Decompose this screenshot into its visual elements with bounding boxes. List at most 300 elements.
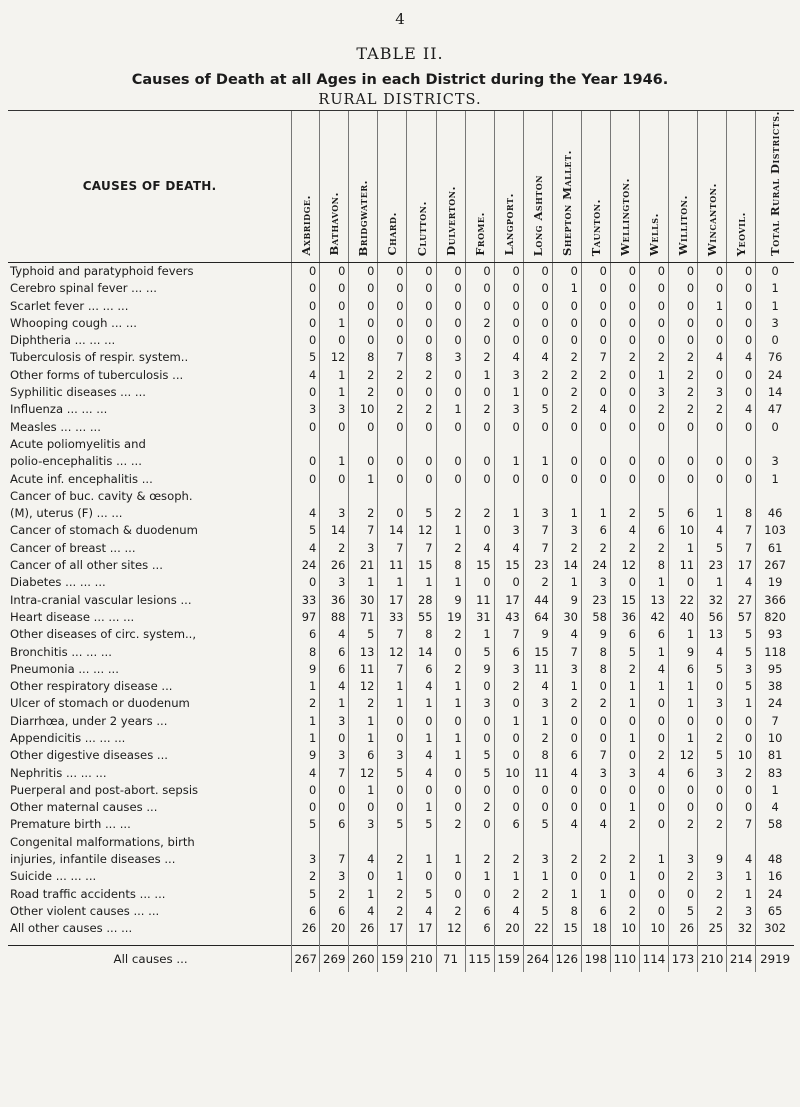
count-cell: 1 xyxy=(436,747,465,764)
count-cell xyxy=(320,436,349,453)
count-cell: 1 xyxy=(349,886,378,903)
count-cell: 4 xyxy=(552,816,581,833)
count-cell: 3 xyxy=(581,764,610,781)
district-name: Axbridge. xyxy=(298,195,313,256)
count-cell: 8 xyxy=(292,643,320,660)
count-cell: 23 xyxy=(581,591,610,608)
table-row xyxy=(8,557,794,574)
count-cell: 7 xyxy=(320,764,349,781)
district-name: Long Ashton xyxy=(530,174,545,256)
count-cell: 0 xyxy=(349,332,378,349)
count-cell: 11 xyxy=(378,557,407,574)
count-cell: 12 xyxy=(610,557,639,574)
count-cell: 0 xyxy=(465,262,494,280)
count-cell: 0 xyxy=(494,695,523,712)
count-cell: 1 xyxy=(349,574,378,591)
count-cell: 2 xyxy=(320,886,349,903)
count-cell: 0 xyxy=(581,419,610,436)
district-name: Bathavon. xyxy=(327,192,342,256)
count-cell: 0 xyxy=(494,262,523,280)
count-cell: 5 xyxy=(378,764,407,781)
count-cell: 1 xyxy=(581,505,610,522)
table-row xyxy=(8,609,794,626)
count-cell: 4 xyxy=(320,678,349,695)
header-row xyxy=(8,111,794,263)
count-cell: 0 xyxy=(378,799,407,816)
cause-name: Other forms of tuberculosis ... xyxy=(10,367,184,382)
table-row xyxy=(8,920,794,937)
total-cell: 4 xyxy=(756,799,794,816)
count-cell: 8 xyxy=(407,626,436,643)
count-cell: 26 xyxy=(669,920,698,937)
count-cell: 2 xyxy=(639,349,668,366)
count-cell: 4 xyxy=(320,626,349,643)
count-cell: 6 xyxy=(669,661,698,678)
count-cell: 3 xyxy=(494,367,523,384)
count-cell: 14 xyxy=(320,522,349,539)
count-cell: 0 xyxy=(727,315,756,332)
count-cell: 1 xyxy=(436,730,465,747)
count-cell: 3 xyxy=(320,505,349,522)
count-cell xyxy=(349,488,378,505)
count-cell: 0 xyxy=(727,384,756,401)
count-cell: 4 xyxy=(523,349,552,366)
count-cell: 2 xyxy=(349,695,378,712)
count-cell: 2 xyxy=(552,851,581,868)
count-cell: 1 xyxy=(610,730,639,747)
table-row xyxy=(8,695,794,712)
district-name: Langport. xyxy=(501,193,516,256)
cause-name: Road traffic accidents ... ... xyxy=(10,886,166,901)
count-cell: 0 xyxy=(523,280,552,297)
count-cell: 6 xyxy=(320,816,349,833)
count-cell: 1 xyxy=(349,713,378,730)
count-cell: 8 xyxy=(407,349,436,366)
count-cell: 0 xyxy=(292,315,320,332)
count-cell: 8 xyxy=(552,903,581,920)
count-cell: 0 xyxy=(727,297,756,314)
count-cell: 0 xyxy=(320,332,349,349)
count-cell: 5 xyxy=(407,816,436,833)
count-cell: 4 xyxy=(494,903,523,920)
table-row xyxy=(8,367,794,384)
count-cell: 0 xyxy=(436,799,465,816)
count-cell: 7 xyxy=(727,540,756,557)
total-cell: 61 xyxy=(756,540,794,557)
table-row xyxy=(8,886,794,903)
count-cell: 7 xyxy=(581,747,610,764)
count-cell: 2 xyxy=(698,816,727,833)
count-cell: 0 xyxy=(494,730,523,747)
count-cell: 0 xyxy=(378,315,407,332)
cause-name: Typhoid and paratyphoid fevers xyxy=(10,263,194,278)
count-cell: 0 xyxy=(698,678,727,695)
count-cell: 0 xyxy=(436,868,465,885)
count-cell xyxy=(523,436,552,453)
cause-name: Cancer of breast ... ... xyxy=(10,540,136,555)
count-cell: 3 xyxy=(320,574,349,591)
count-cell: 1 xyxy=(494,384,523,401)
count-cell: 2 xyxy=(610,661,639,678)
count-cell: 0 xyxy=(465,574,494,591)
count-cell: 7 xyxy=(727,816,756,833)
count-cell: 1 xyxy=(552,574,581,591)
count-cell: 2 xyxy=(552,349,581,366)
count-cell: 1 xyxy=(669,678,698,695)
count-cell: 0 xyxy=(610,332,639,349)
count-cell: 40 xyxy=(669,609,698,626)
count-cell xyxy=(610,488,639,505)
count-cell: 12 xyxy=(669,747,698,764)
table-row xyxy=(8,816,794,833)
district-header xyxy=(727,111,756,263)
count-cell: 0 xyxy=(639,419,668,436)
count-cell: 0 xyxy=(552,419,581,436)
count-cell: 2 xyxy=(436,903,465,920)
count-cell: 7 xyxy=(494,626,523,643)
total-cell: 83 xyxy=(756,764,794,781)
district-name: Taunton. xyxy=(588,198,603,256)
causes-header: CAUSES OF DEATH. xyxy=(8,111,292,263)
count-cell: 1 xyxy=(378,574,407,591)
count-cell: 9 xyxy=(523,626,552,643)
total-cell: 366 xyxy=(756,591,794,608)
count-cell: 0 xyxy=(552,453,581,470)
all-causes-row xyxy=(8,946,794,973)
count-cell: 0 xyxy=(494,574,523,591)
total-cell: 65 xyxy=(756,903,794,920)
cause-name: Congenital malformations, birth xyxy=(10,834,195,849)
all-causes-cell: 159 xyxy=(378,946,407,973)
count-cell: 26 xyxy=(320,557,349,574)
count-cell: 4 xyxy=(523,678,552,695)
count-cell: 0 xyxy=(465,470,494,487)
count-cell: 0 xyxy=(436,713,465,730)
count-cell: 20 xyxy=(494,920,523,937)
all-causes-cell: 115 xyxy=(465,946,494,973)
count-cell: 6 xyxy=(349,747,378,764)
count-cell: 7 xyxy=(581,349,610,366)
district-header xyxy=(698,111,727,263)
count-cell: 9 xyxy=(292,661,320,678)
count-cell: 2 xyxy=(292,868,320,885)
count-cell: 0 xyxy=(494,782,523,799)
all-causes-cell: 173 xyxy=(669,946,698,973)
count-cell: 0 xyxy=(698,470,727,487)
count-cell: 1 xyxy=(639,574,668,591)
cause-name: Puerperal and post-abort. sepsis xyxy=(10,782,199,797)
count-cell: 13 xyxy=(349,643,378,660)
count-cell: 71 xyxy=(349,609,378,626)
count-cell: 0 xyxy=(727,262,756,280)
count-cell: 0 xyxy=(552,799,581,816)
count-cell: 5 xyxy=(292,886,320,903)
count-cell: 4 xyxy=(698,643,727,660)
count-cell: 1 xyxy=(727,868,756,885)
count-cell: 6 xyxy=(320,643,349,660)
count-cell: 4 xyxy=(494,540,523,557)
count-cell xyxy=(639,436,668,453)
count-cell: 0 xyxy=(581,470,610,487)
district-header xyxy=(378,111,407,263)
count-cell: 0 xyxy=(698,713,727,730)
count-cell: 0 xyxy=(523,470,552,487)
count-cell: 2 xyxy=(610,349,639,366)
cause-name: Nephritis ... ... ... xyxy=(10,765,107,780)
count-cell: 0 xyxy=(669,886,698,903)
count-cell: 4 xyxy=(727,401,756,418)
count-cell: 2 xyxy=(407,367,436,384)
count-cell: 4 xyxy=(727,574,756,591)
table-row xyxy=(8,419,794,436)
district-name: Williton. xyxy=(676,195,691,256)
count-cell: 0 xyxy=(581,730,610,747)
count-cell: 0 xyxy=(407,470,436,487)
count-cell: 0 xyxy=(581,384,610,401)
count-cell: 0 xyxy=(552,868,581,885)
count-cell: 1 xyxy=(639,678,668,695)
count-cell xyxy=(436,436,465,453)
count-cell: 2 xyxy=(465,505,494,522)
count-cell: 0 xyxy=(320,799,349,816)
count-cell: 1 xyxy=(669,626,698,643)
count-cell xyxy=(698,488,727,505)
count-cell: 0 xyxy=(581,868,610,885)
count-cell xyxy=(610,436,639,453)
grand-total-cell: 2919 xyxy=(756,946,794,973)
count-cell: 5 xyxy=(292,816,320,833)
count-cell xyxy=(378,834,407,851)
count-cell: 9 xyxy=(465,661,494,678)
all-causes-cell: 264 xyxy=(523,946,552,973)
count-cell: 0 xyxy=(727,799,756,816)
count-cell: 14 xyxy=(407,643,436,660)
count-cell: 0 xyxy=(610,470,639,487)
count-cell: 0 xyxy=(727,470,756,487)
count-cell: 0 xyxy=(581,280,610,297)
table-row xyxy=(8,384,794,401)
count-cell: 3 xyxy=(581,574,610,591)
count-cell: 0 xyxy=(610,886,639,903)
total-cell: 820 xyxy=(756,609,794,626)
count-cell: 4 xyxy=(407,747,436,764)
count-cell: 5 xyxy=(349,626,378,643)
count-cell: 0 xyxy=(349,280,378,297)
table-row xyxy=(8,540,794,557)
district-header xyxy=(349,111,378,263)
count-cell: 0 xyxy=(378,713,407,730)
count-cell: 5 xyxy=(639,505,668,522)
count-cell xyxy=(292,436,320,453)
total-cell: 118 xyxy=(756,643,794,660)
count-cell: 0 xyxy=(610,713,639,730)
cause-name: Pneumonia ... ... ... xyxy=(10,661,119,676)
count-cell: 12 xyxy=(320,349,349,366)
count-cell: 0 xyxy=(292,453,320,470)
count-cell: 0 xyxy=(320,419,349,436)
count-cell: 12 xyxy=(407,522,436,539)
count-cell: 0 xyxy=(436,453,465,470)
count-cell: 1 xyxy=(436,678,465,695)
count-cell: 0 xyxy=(669,315,698,332)
count-cell: 2 xyxy=(581,540,610,557)
total-cell: 0 xyxy=(756,262,794,280)
count-cell: 0 xyxy=(407,315,436,332)
count-cell: 0 xyxy=(669,419,698,436)
count-cell: 2 xyxy=(610,505,639,522)
total-cell: 103 xyxy=(756,522,794,539)
count-cell: 2 xyxy=(436,816,465,833)
count-cell: 5 xyxy=(465,764,494,781)
count-cell: 0 xyxy=(523,332,552,349)
count-cell: 2 xyxy=(378,886,407,903)
count-cell: 0 xyxy=(320,730,349,747)
count-cell: 0 xyxy=(320,297,349,314)
count-cell: 4 xyxy=(639,764,668,781)
table-row xyxy=(8,297,794,314)
count-cell: 0 xyxy=(639,695,668,712)
all-causes-cell: 198 xyxy=(581,946,610,973)
count-cell: 5 xyxy=(465,643,494,660)
district-name: Wellington. xyxy=(617,177,632,256)
count-cell: 3 xyxy=(320,401,349,418)
count-cell: 2 xyxy=(698,730,727,747)
count-cell: 0 xyxy=(292,384,320,401)
count-cell: 6 xyxy=(494,816,523,833)
table-row xyxy=(8,764,794,781)
count-cell: 0 xyxy=(436,280,465,297)
cause-name: Whooping cough ... ... xyxy=(10,315,137,330)
count-cell: 3 xyxy=(378,747,407,764)
count-cell xyxy=(436,488,465,505)
count-cell xyxy=(465,834,494,851)
count-cell: 22 xyxy=(669,591,698,608)
cause-name: Cancer of stomach & duodenum xyxy=(10,523,198,538)
count-cell: 1 xyxy=(378,868,407,885)
cause-name: Scarlet fever ... ... ... xyxy=(10,298,129,313)
count-cell: 5 xyxy=(610,643,639,660)
count-cell: 3 xyxy=(494,522,523,539)
page-number: 4 xyxy=(395,10,405,28)
cause-name: Measles ... ... ... xyxy=(10,419,101,434)
count-cell: 7 xyxy=(378,626,407,643)
district-name: Shepton Mallet. xyxy=(559,149,574,256)
count-cell: 2 xyxy=(669,401,698,418)
count-cell: 0 xyxy=(349,262,378,280)
count-cell: 0 xyxy=(436,384,465,401)
count-cell: 64 xyxy=(523,609,552,626)
total-cell: 48 xyxy=(756,851,794,868)
total-cell: 1 xyxy=(756,297,794,314)
count-cell: 3 xyxy=(698,764,727,781)
table-row xyxy=(8,851,794,868)
count-cell: 0 xyxy=(292,799,320,816)
count-cell: 1 xyxy=(436,851,465,868)
count-cell: 4 xyxy=(581,401,610,418)
count-cell: 1 xyxy=(727,886,756,903)
count-cell: 6 xyxy=(292,903,320,920)
count-cell: 0 xyxy=(378,332,407,349)
total-cell: 1 xyxy=(756,782,794,799)
count-cell: 15 xyxy=(552,920,581,937)
district-header xyxy=(436,111,465,263)
count-cell: 0 xyxy=(639,332,668,349)
count-cell: 0 xyxy=(581,713,610,730)
count-cell: 28 xyxy=(407,591,436,608)
count-cell: 0 xyxy=(523,384,552,401)
count-cell: 0 xyxy=(727,713,756,730)
count-cell: 0 xyxy=(698,332,727,349)
count-cell: 36 xyxy=(610,609,639,626)
count-cell: 17 xyxy=(378,920,407,937)
count-cell: 0 xyxy=(378,470,407,487)
count-cell: 1 xyxy=(727,695,756,712)
count-cell: 2 xyxy=(349,367,378,384)
count-cell: 0 xyxy=(639,280,668,297)
total-cell: 0 xyxy=(756,332,794,349)
count-cell: 1 xyxy=(669,730,698,747)
count-cell: 2 xyxy=(727,764,756,781)
count-cell: 2 xyxy=(465,401,494,418)
table-row xyxy=(8,730,794,747)
all-causes-cell: 126 xyxy=(552,946,581,973)
count-cell xyxy=(320,488,349,505)
count-cell: 0 xyxy=(727,332,756,349)
count-cell: 1 xyxy=(669,540,698,557)
count-cell: 0 xyxy=(494,297,523,314)
count-cell: 11 xyxy=(523,661,552,678)
count-cell: 6 xyxy=(581,903,610,920)
count-cell: 0 xyxy=(610,367,639,384)
table-row xyxy=(8,643,794,660)
total-cell: 10 xyxy=(756,730,794,747)
count-cell: 0 xyxy=(465,522,494,539)
count-cell: 7 xyxy=(523,540,552,557)
count-cell: 15 xyxy=(494,557,523,574)
count-cell xyxy=(727,436,756,453)
count-cell: 1 xyxy=(698,297,727,314)
count-cell: 1 xyxy=(610,695,639,712)
count-cell: 0 xyxy=(292,419,320,436)
count-cell: 0 xyxy=(523,419,552,436)
district-name: Chard. xyxy=(385,212,400,256)
count-cell: 0 xyxy=(407,868,436,885)
count-cell: 20 xyxy=(320,920,349,937)
count-cell: 5 xyxy=(523,401,552,418)
district-name: Bridgwater. xyxy=(356,179,371,256)
count-cell: 3 xyxy=(349,540,378,557)
count-cell: 1 xyxy=(436,522,465,539)
count-cell: 3 xyxy=(320,747,349,764)
count-cell: 44 xyxy=(523,591,552,608)
district-header xyxy=(494,111,523,263)
count-cell: 0 xyxy=(581,782,610,799)
count-cell xyxy=(581,488,610,505)
count-cell: 0 xyxy=(552,315,581,332)
total-cell: 24 xyxy=(756,695,794,712)
table-row xyxy=(8,332,794,349)
count-cell: 2 xyxy=(552,384,581,401)
count-cell: 1 xyxy=(465,626,494,643)
count-cell xyxy=(669,436,698,453)
count-cell: 18 xyxy=(581,920,610,937)
count-cell: 0 xyxy=(581,332,610,349)
count-cell: 0 xyxy=(292,332,320,349)
cause-name: Ulcer of stomach or duodenum xyxy=(10,696,190,711)
cause-name: Other respiratory disease ... xyxy=(10,679,173,694)
total-cell: 3 xyxy=(756,453,794,470)
table-row xyxy=(8,747,794,764)
